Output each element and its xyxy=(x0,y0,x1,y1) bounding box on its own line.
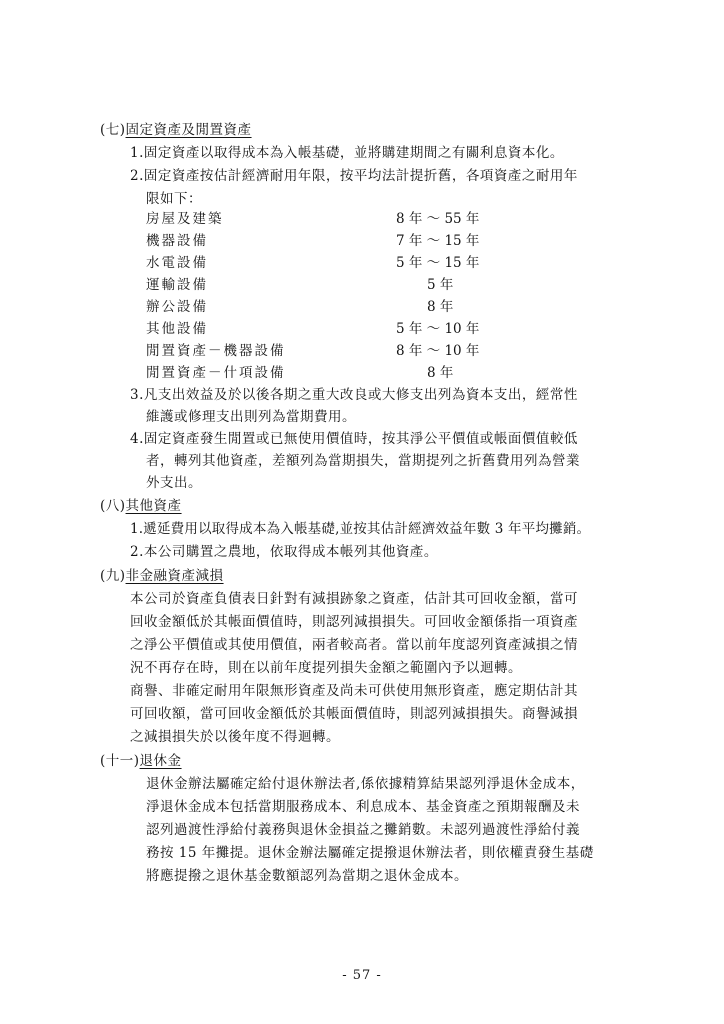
asset-life: 8 年 xyxy=(427,299,454,315)
asset-name: 辦公設備 xyxy=(146,299,208,315)
paragraph-line: 商譽、非確定耐用年限無形資產及尚未可供使用無形資產，應定期估計其 xyxy=(130,683,578,699)
section-8-heading xyxy=(100,496,182,516)
paragraph-line: 可回收額，當可回收金額低於其帳面價值時，則認列減損損失。商譽減損 xyxy=(130,706,578,722)
asset-name: 閒置資產－什項設備 xyxy=(146,365,286,381)
asset-name: 閒置資產－機器設備 xyxy=(146,343,286,359)
section-marker: (十一) xyxy=(100,753,140,769)
section-title: 非金融資產減損 xyxy=(125,568,224,584)
section-marker: (七) xyxy=(100,122,126,138)
paragraph-line: 之減損損失於以後年度不得迴轉。 xyxy=(130,729,340,745)
section-title: 其他資產 xyxy=(125,498,182,514)
paragraph-line: 務按 15 年攤提。退休金辦法屬確定提撥退休辦法者，則依權責發生基礎 xyxy=(146,845,594,861)
paragraph-line: 4.固定資產發生閒置或已無使用價值時，按其淨公平價值或帳面價值較低 xyxy=(130,431,578,447)
paragraph-line: 淨退休金成本包括當期服務成本、利息成本、基金資產之預期報酬及未 xyxy=(146,799,580,815)
section-11-heading xyxy=(100,751,182,771)
asset-life: 8 年 ～ 55 年 xyxy=(396,211,480,227)
paragraph-line: 本公司於資產負債表日針對有減損跡象之資產，估計其可回收金額，當可 xyxy=(130,591,578,607)
asset-name: 其他設備 xyxy=(146,321,208,337)
section-7-heading xyxy=(100,120,252,140)
paragraph-line: 2.固定資產按估計經濟耐用年限，按平均法計提折舊，各項資產之耐用年 xyxy=(130,168,578,184)
paragraph-line: 限如下： xyxy=(146,191,202,207)
paragraph-line: 認列過渡性淨給付義務與退休金損益之攤銷數。未認列過渡性淨給付義 xyxy=(146,822,580,838)
section-marker: (九) xyxy=(100,568,126,584)
paragraph-line: 3.凡支出效益及於以後各期之重大改良或大修支出列為資本支出，經常性 xyxy=(130,387,578,403)
paragraph-line: 1.遞延費用以取得成本為入帳基礎,並按其估計經濟效益年數 3 年平均攤銷。 xyxy=(130,521,591,537)
paragraph-line: 者，轉列其他資產，差額列為當期損失，當期提列之折舊費用列為營業 xyxy=(146,453,580,469)
section-9-heading xyxy=(100,566,224,586)
asset-life: 8 年 xyxy=(427,365,454,381)
paragraph-line: 回收金額低於其帳面價值時，則認列減損損失。可回收金額係指一項資產 xyxy=(130,614,578,630)
paragraph-line: 退休金辦法屬確定給付退休辦法者,係依據精算結果認列淨退休金成本， xyxy=(146,776,585,792)
paragraph-line: 1.固定資產以取得成本為入帳基礎，並將購建期間之有關利息資本化。 xyxy=(130,145,564,161)
paragraph-line: 維護或修理支出則列為當期費用。 xyxy=(146,409,356,425)
paragraph-line: 2.本公司購置之農地，依取得成本帳列其他資產。 xyxy=(130,544,438,560)
asset-life: 5 年 xyxy=(427,277,454,293)
asset-life: 7 年 ～ 15 年 xyxy=(396,233,480,249)
paragraph-line: 況不再存在時，則在以前年度提列損失金額之範圍內予以迴轉。 xyxy=(130,660,522,676)
paragraph-line: 之淨公平價值或其使用價值，兩者較高者。當以前年度認列資產減損之情 xyxy=(130,637,578,653)
asset-name: 機器設備 xyxy=(146,233,208,249)
paragraph-line: 將應提撥之退休基金數額認列為當期之退休金成本。 xyxy=(146,868,468,884)
asset-name: 房屋及建築 xyxy=(146,211,224,227)
asset-life: 8 年 ～ 10 年 xyxy=(396,343,480,359)
asset-name: 水電設備 xyxy=(146,255,208,271)
asset-name: 運輸設備 xyxy=(146,277,208,293)
section-marker: (八) xyxy=(100,498,126,514)
asset-life: 5 年 ～ 10 年 xyxy=(396,321,480,337)
section-title: 固定資產及閒置資產 xyxy=(125,122,252,138)
asset-life: 5 年 ～ 15 年 xyxy=(396,255,480,271)
section-title: 退休金 xyxy=(139,753,182,769)
paragraph-line: 外支出。 xyxy=(146,475,202,491)
page-number: - 57 - xyxy=(342,968,382,983)
